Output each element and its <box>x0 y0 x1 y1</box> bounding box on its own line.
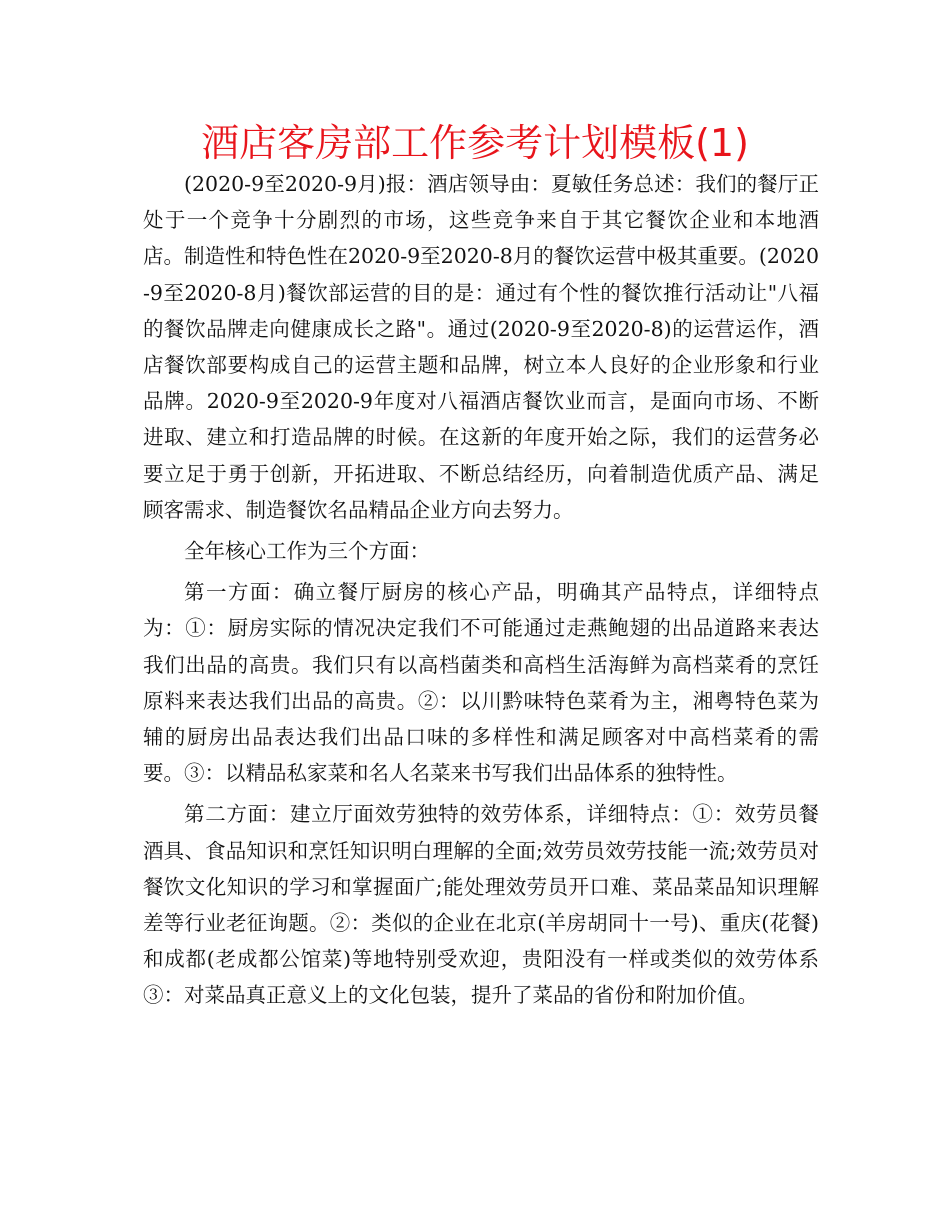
paragraph-aspect-two: 第二方面：建立厅面效劳独特的效劳体系，详细特点：①：效劳员餐酒具、食品知识和烹饪知识明白理解的全面;效劳员效劳技能一流;效劳员对餐饮文化知识的学习和掌握面广;能处理效劳员开口难、菜品菜品知识理解差等行业老征询题。②：类似的企业在北京(羊房胡同十一号)、重庆(花餐)和成都(老成都公馆菜)等地特别受欢迎，贵阳没有一样或类似的效劳体系③：对菜品真正意义上的文化包装，提升了菜品的省份和附加价值。 <box>143 802 819 1008</box>
paragraph-core-work-intro: 全年核心工作为三个方面： <box>184 539 430 564</box>
document-body <box>143 166 819 1014</box>
paragraph-overview: (2020-9至2020-9月)报：酒店领导由：夏敏任务总述：我们的餐厅正处于一个竞争十分剧烈的市场，这些竞争来自于其它餐饮企业和本地酒店。制造性和特色性在2020-9至2020-8月的餐饮运营中极其重要。(2020-9至2020-8月)餐饮部运营的目的是：通过有个性的餐饮推行活动让"八福的餐饮品牌走向健康成长之路"。通过(2020-9至2020-8)的运营运作，酒店餐饮部要构成自己的运营主题和品牌，树立本人良好的企业形象和行业品牌。2020-9至2020-9年度对八福酒店餐饮业而言，是面向市场、不断进取、建立和打造品牌的时候。在这新的年度开始之际，我们的运营务必要立足于勇于创新，开拓进取、不断总结经历，向着制造优质产品、满足顾客需求、制造餐饮名品精品企业方向去努力。 <box>143 172 819 522</box>
paragraph-aspect-one: 第一方面：确立餐厅厨房的核心产品，明确其产品特点，详细特点为：①：厨房实际的情况决定我们不可能通过走燕鲍翅的出品道路来表达我们出品的高贵。我们只有以高档菌类和高档生活海鲜为高档菜肴的烹饪原料来表达我们出品的高贵。②：以川黔味特色菜肴为主，湘粤特色菜为辅的厨房出品表达我们出品口味的多样性和满足顾客对中高档菜肴的需要。③：以精品私家菜和名人名菜来书写我们出品体系的独特性。 <box>143 580 819 786</box>
document-title: 酒店客房部工作参考计划模板(1) <box>201 121 749 165</box>
